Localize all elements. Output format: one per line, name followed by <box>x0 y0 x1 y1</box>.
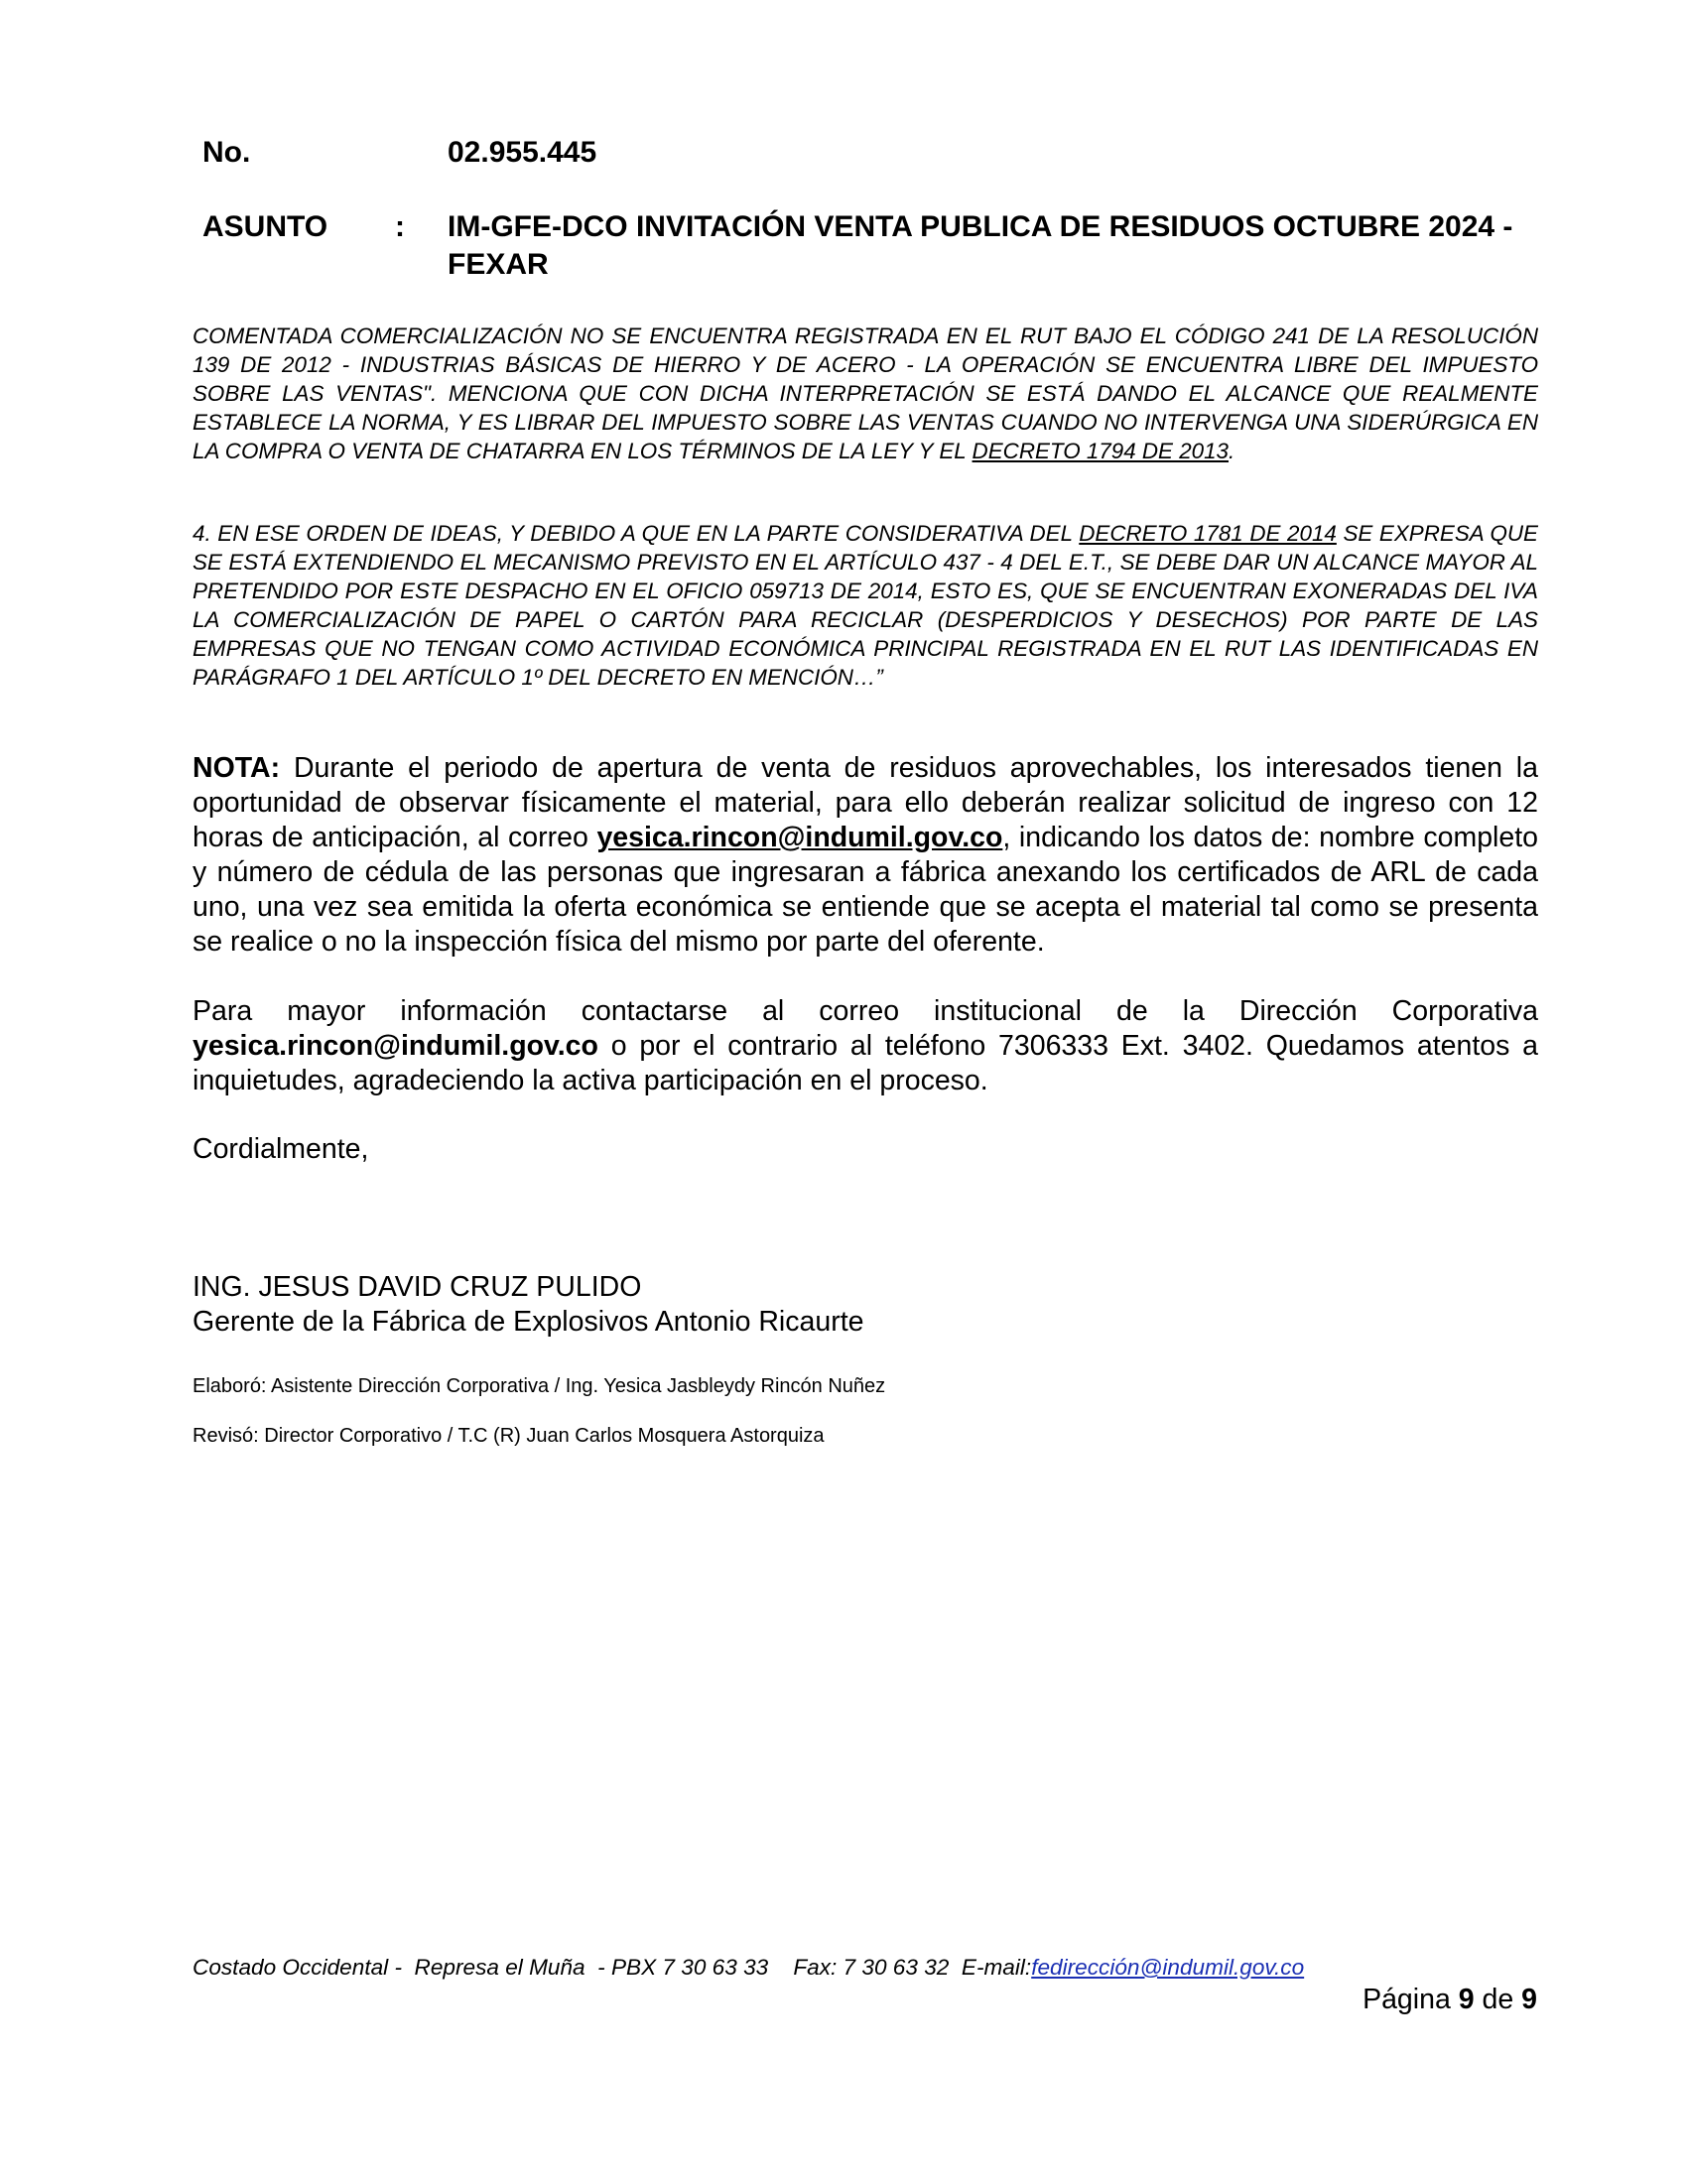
closing: Cordialmente, <box>193 1133 369 1165</box>
nota-text-1: Durante el periodo de apertura de venta de residuos aprovechables, los interesados tienen la oportunidad de observar físicamente el material, para ello deberán realizar solicitud de ingreso con 12 horas de anticipación, al correo <box>193 752 1538 853</box>
subject-colon: : <box>395 210 405 243</box>
footer-email-link[interactable]: fedirección@indumil.gov.co <box>1031 1955 1305 1980</box>
info-text-1: Para mayor información contactarse al correo institucional de la Dirección Corporativa <box>193 995 1538 1027</box>
quote-paragraph-2-start: 4. EN ESE ORDEN DE IDEAS, Y DEBIDO A QUE EN LA PARTE CONSIDERATIVA DEL <box>193 521 1080 546</box>
info-email: yesica.rincon@indumil.gov.co <box>193 1030 598 1062</box>
nota-text-2: , indicando los datos de: nombre completo y número de cédula de las personas que ingresaran a fábrica anexando los certificados de ARL de cada uno, una vez sea emitida la oferta económica se entiende que se acepta el material tal como se presenta se realice o no la inspección física del mismo por parte del oferente. <box>193 822 1538 958</box>
quote-paragraph-1-end: . <box>1229 439 1235 463</box>
nota-label: NOTA: <box>193 752 281 784</box>
info-text-2: o por el contrario al teléfono 7306333 Ext. 3402. Quedamos atentos a inquietudes, agradeciendo la activa participación en el proceso. <box>193 1030 1538 1096</box>
decree-1781-reference: DECRETO 1781 DE 2014 <box>1079 521 1337 546</box>
signer-name: ING. JESUS DAVID CRUZ PULIDO <box>193 1271 642 1303</box>
quote-paragraph-1-text: COMENTADA COMERCIALIZACIÓN NO SE ENCUENTRA REGISTRADA EN EL RUT BAJO EL CÓDIGO 241 DE LA RESOLUCIÓN 139 DE 2012 - INDUSTRIAS BÁSICAS DE HIERRO Y DE ACERO - LA OPERACIÓN SE ENCUENTRA LIBRE DEL IMPUESTO SOBRE LAS VENTAS". MENCIONA QUE CON DICHA INTERPRETACIÓN SE ESTÁ DANDO EL ALCANCE QUE REALMENTE ESTABLECE LA NORMA, Y ES LIBRAR DEL IMPUESTO SOBRE LAS VENTAS CUANDO NO INTERVENGA UNA SIDERÚRGICA EN LA COMPRA O VENTA DE CHATARRA EN LOS TÉRMINOS DE LA LEY Y EL <box>193 323 1538 463</box>
nota-paragraph <box>193 751 1538 960</box>
subject-label: ASUNTO <box>202 210 328 243</box>
prepared-by: Elaboró: Asistente Dirección Corporativa / Ing. Yesica Jasbleydy Rincón Nuñez <box>193 1375 886 1397</box>
footer-address <box>193 1954 1304 1982</box>
document-number: 02.955.445 <box>448 136 597 169</box>
subject-text: IM-GFE-DCO INVITACIÓN VENTA PUBLICA DE RESIDUOS OCTUBRE 2024 - FEXAR <box>448 210 1513 281</box>
page-number <box>1363 1983 1537 2017</box>
reviewed-by: Revisó: Director Corporativo / T.C (R) Juan Carlos Mosquera Astorquiza <box>193 1425 825 1447</box>
page-current: 9 <box>1458 1984 1475 2015</box>
nota-email-link[interactable]: yesica.rincon@indumil.gov.co <box>596 822 1003 853</box>
quote-paragraph-1 <box>193 321 1538 465</box>
page-prefix: Página <box>1363 1984 1459 2015</box>
footer-address-text: Costado Occidental - Represa el Muña - PBX 7 30 63 33 Fax: 7 30 63 32 E-mail: <box>193 1955 1032 1980</box>
number-label: No. <box>202 136 251 169</box>
quote-paragraph-2-rest: SE EXPRESA QUE SE ESTÁ EXTENDIENDO EL MECANISMO PREVISTO EN EL ARTÍCULO 437 - 4 DEL E.T., SE DEBE DAR UN ALCANCE MAYOR AL PRETENDIDO POR ESTE DESPACHO EN EL OFICIO 059713 DE 2014, ESTO ES, QUE SE ENCUENTRAN EXONERADAS DEL IVA LA COMERCIALIZACIÓN DE PAPEL O CARTÓN PARA RECICLAR (DESPERDICIOS Y DESECHOS) POR PARTE DE LAS EMPRESAS QUE NO TENGAN COMO ACTIVIDAD ECONÓMICA PRINCIPAL REGISTRADA EN EL RUT LAS IDENTIFICADAS EN PARÁGRAFO 1 DEL ARTÍCULO 1º DEL DECRETO EN MENCIÓN…” <box>193 521 1538 690</box>
page-middle: de <box>1474 1984 1522 2015</box>
info-paragraph <box>193 994 1538 1098</box>
signer-title: Gerente de la Fábrica de Explosivos Antonio Ricaurte <box>193 1306 864 1338</box>
quote-paragraph-2 <box>193 519 1538 692</box>
page-total: 9 <box>1521 1984 1537 2015</box>
decree-1794-reference: DECRETO 1794 DE 2013 <box>972 439 1230 463</box>
